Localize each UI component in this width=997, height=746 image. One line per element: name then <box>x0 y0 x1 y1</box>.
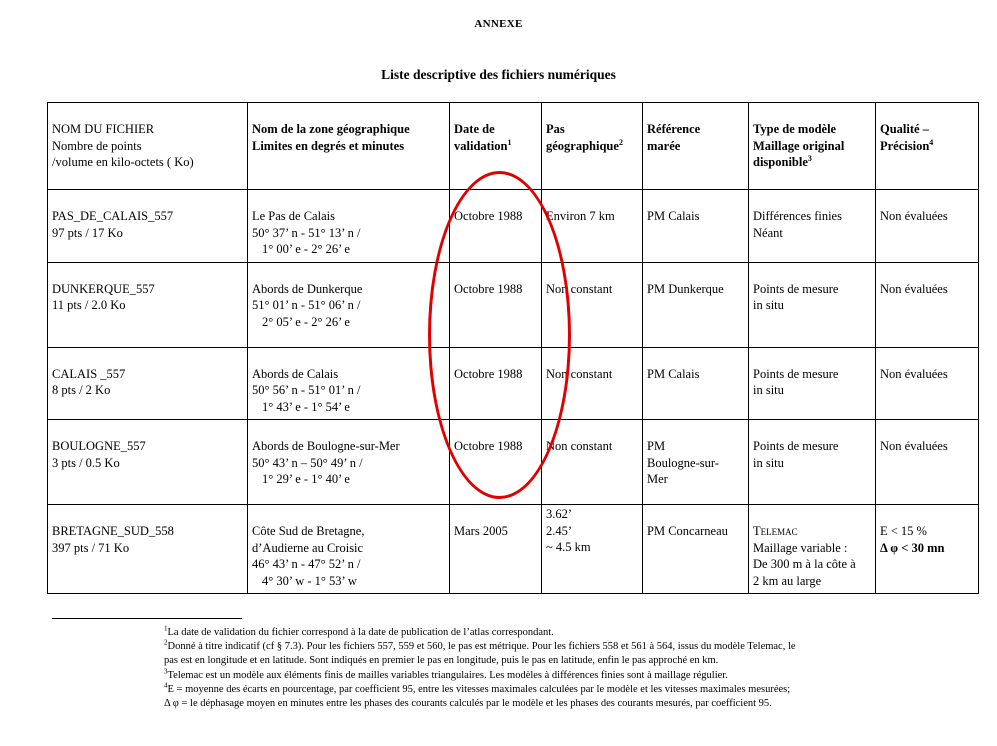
cell-date: Octobre 1988 <box>450 420 542 505</box>
cell-date: Octobre 1988 <box>450 262 542 347</box>
cell-quality: E < 15 % Δ φ < 30 mn <box>876 505 979 594</box>
table-row <box>48 190 979 263</box>
cell-reference: PM Calais <box>643 347 749 420</box>
table-row <box>48 420 979 505</box>
cell-model: Points de mesure in situ <box>749 420 876 505</box>
annexe-heading: ANNEXE <box>474 18 523 30</box>
cell-reference: PM Dunkerque <box>643 262 749 347</box>
cell-quality: Non évaluées <box>876 347 979 420</box>
cell-quality: Non évaluées <box>876 262 979 347</box>
footnote-4-continued: Δ φ = le déphasage moyen en minutes entre les phases des courants calculés par le modèle et les phases des courants mesurés, par coefficient 95. <box>164 698 772 710</box>
cell-model: Points de mesure in situ <box>749 262 876 347</box>
table-row <box>48 347 979 420</box>
cell-file: DUNKERQUE_557 11 pts / 2.0 Ko <box>48 262 248 347</box>
header-pas: Pas géographique$^2$ <box>542 103 643 190</box>
cell-model: Telemac Maillage variable : De 300 m à la côte à 2 km au large <box>749 505 876 594</box>
cell-pas: Non constant <box>542 347 643 420</box>
footnote-2-continued: pas est en longitude et en latitude. Sont indiqués en premier le pas en longitude, puis le pas en latitude, enfin le pas approché en km. <box>164 655 719 667</box>
cell-model: Points de mesure in situ <box>749 347 876 420</box>
footnote-1: $^1$La date de validation du fichier correspond à la date de publication de l’atlas correspondant. <box>164 624 554 638</box>
cell-pas: Non constant <box>542 420 643 505</box>
footnote-separator <box>52 618 242 619</box>
cell-zone: Abords de Boulogne-sur-Mer 50° 43’ n – 50° 49’ n / 1° 29’ e - 1° 40’ e <box>248 420 450 505</box>
cell-zone: Abords de Calais 50° 56’ n - 51° 01’ n / 1° 43’ e - 1° 54’ e <box>248 347 450 420</box>
document-title: Liste descriptive des fichiers numériques <box>381 67 616 82</box>
footnotes <box>164 626 964 711</box>
cell-date: Octobre 1988 <box>450 190 542 263</box>
header-model: Type de modèle Maillage original disponible$^3$ <box>749 103 876 190</box>
cell-pas: 3.62’ 2.45’ ~ 4.5 km <box>542 505 643 594</box>
footnote-4: $^4$E = moyenne des écarts en pourcentage, par coefficient 95, entre les vitesses maximales calculées par le modèle et les vitesses maximales mesurées; <box>164 681 791 695</box>
footnote-2: $^2$Donné à titre indicatif (cf § 7.3). Pour les fichiers 557, 559 et 560, le pas est métrique. Pour les fichiers 558 et 561 à 564, issus du modèle Telemac, le <box>164 638 796 653</box>
table-row <box>48 262 979 347</box>
footnote-3: $^3$Telemac est un modèle aux éléments finis de mailles variables triangulaires. Les modèles à différences finies sont à maillage régulier. <box>164 667 728 681</box>
cell-file: BRETAGNE_SUD_558 397 pts / 71 Ko <box>48 505 248 594</box>
table-row <box>48 505 979 594</box>
cell-reference: PM Boulogne-sur- Mer <box>643 420 749 505</box>
cell-zone: Le Pas de Calais 50° 37’ n - 51° 13’ n / 1° 00’ e - 2° 26’ e <box>248 190 450 263</box>
header-row <box>48 103 979 190</box>
header-zone: Nom de la zone géographique Limites en degrés et minutes <box>248 103 450 190</box>
cell-pas: Environ 7 km <box>542 190 643 263</box>
cell-date: Octobre 1988 <box>450 347 542 420</box>
cell-model: Différences finies Néant <box>749 190 876 263</box>
cell-zone: Côte Sud de Bretagne, d’Audierne au Croisic 46° 43’ n - 47° 52’ n / 4° 30’ w - 1° 53’ w <box>248 505 450 594</box>
header-reference: Référence marée <box>643 103 749 190</box>
cell-quality: Non évaluées <box>876 190 979 263</box>
cell-file: CALAIS _557 8 pts / 2 Ko <box>48 347 248 420</box>
header-file: NOM DU FICHIER Nombre de points /volume en kilo-octets ( Ko) <box>48 103 248 190</box>
cell-file: BOULOGNE_557 3 pts / 0.5 Ko <box>48 420 248 505</box>
cell-pas: Non constant <box>542 262 643 347</box>
cell-zone: Abords de Dunkerque 51° 01’ n - 51° 06’ n / 2° 05’ e - 2° 26’ e <box>248 262 450 347</box>
header-date: Date de validation$^1$ <box>450 103 542 190</box>
cell-reference: PM Concarneau <box>643 505 749 594</box>
cell-quality: Non évaluées <box>876 420 979 505</box>
cell-reference: PM Calais <box>643 190 749 263</box>
header-quality: Qualité – Précision$^4$ <box>876 103 979 190</box>
cell-date: Mars 2005 <box>450 505 542 594</box>
files-table <box>47 102 979 594</box>
cell-file: PAS_DE_CALAIS_557 97 pts / 17 Ko <box>48 190 248 263</box>
